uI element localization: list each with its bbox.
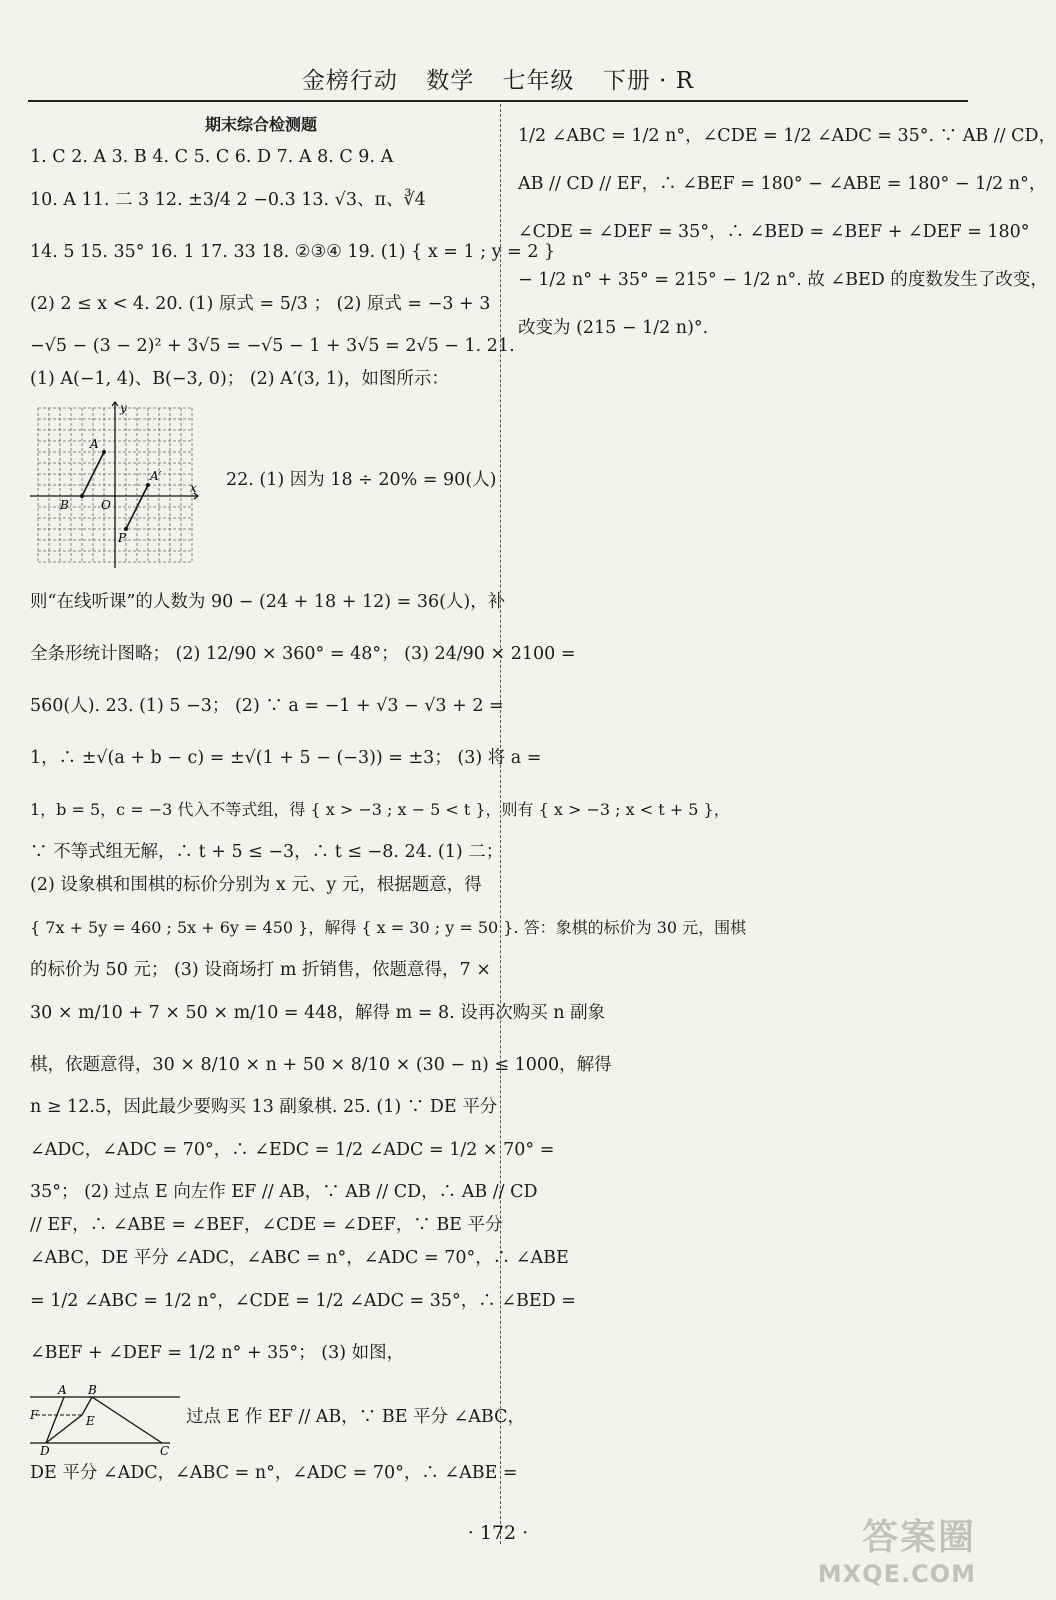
answer-line: 棋，依题意得，30 × 8/10 × n + 50 × 8/10 × (30 − n) ≤ 1000，解得 — [30, 1055, 612, 1075]
fig-label-e: E — [86, 1414, 95, 1428]
answer-line: 改变为 (215 − 1/2 n)°. — [518, 318, 709, 338]
fig-label-b: B — [88, 1383, 97, 1397]
point-a-label: A — [90, 437, 99, 451]
fig-label-c: C — [160, 1444, 170, 1458]
answer-line: 1/2 ∠ABC = 1/2 n°，∠CDE = 1/2 ∠ADC = 35°. ∵ AB // CD， — [518, 126, 1056, 146]
header-volume: 下册 · R — [602, 68, 695, 94]
answer-line: ∠ADC，∠ADC = 70°，∴ ∠EDC = 1/2 ∠ADC = 1/2 × 70° = — [30, 1140, 555, 1160]
x-axis-label: x — [190, 481, 197, 495]
answer-line: 30 × m/10 + 7 × 50 × m/10 = 448，解得 m = 8. 设再次购买 n 副象 — [30, 1003, 606, 1023]
answer-line: ∵ 不等式组无解，∴ t + 5 ≤ −3，∴ t ≤ −8. 24. (1) 二； — [30, 842, 504, 862]
header-subject: 数学 — [426, 68, 475, 94]
watermark-top: 答案圈 — [861, 1517, 976, 1558]
answer-line: 1，∴ ±√(a + b − c) = ±√(1 + 5 − (−3)) = ±3； (3) 将 a = — [30, 748, 542, 768]
header-rule — [28, 100, 968, 102]
point-p-label: P — [118, 531, 127, 545]
fig-label-f: F — [30, 1408, 39, 1422]
right-column — [518, 112, 1056, 352]
answer-line: 22. (1) 因为 18 ÷ 20% = 90(人) — [226, 470, 497, 490]
answer-line: (2) 2 ≤ x < 4. 20. (1) 原式 = 5/3 ； (2) 原式 = −3 + 3 — [30, 294, 491, 314]
answer-line: AB // CD // EF，∴ ∠BEF = 180° − ∠ABE = 180° − 1/2 n°， — [518, 174, 1047, 194]
column-divider — [500, 104, 501, 1544]
header-brand: 金榜行动 — [301, 68, 398, 94]
origin-label: O — [101, 498, 111, 512]
answer-line: 过点 E 作 EF // AB，∵ BE 平分 ∠ABC， — [186, 1407, 525, 1427]
answer-line: 14. 5 15. 35° 16. 1 17. 33 18. ②③④ 19. (1) { x = 1 ; y = 2 } — [30, 242, 556, 262]
parallel-figure-row — [30, 1383, 525, 1458]
answer-line: = 1/2 ∠ABC = 1/2 n°，∠CDE = 1/2 ∠ADC = 35°，∴ ∠BED = — [30, 1291, 576, 1311]
answer-line: { 7x + 5y = 460 ; 5x + 6y = 450 }，解得 { x = 30 ; y = 50 }. 答：象棋的标价为 30 元，围棋 — [30, 918, 747, 937]
answer-line: DE 平分 ∠ADC，∠ABC = n°，∠ADC = 70°，∴ ∠ABE = — [30, 1463, 518, 1483]
answer-line: (1) A(−1, 4)、B(−3, 0)； (2) A′(3, 1)，如图所示： — [30, 369, 449, 389]
coordinate-graph-row — [30, 400, 497, 570]
y-axis-label: y — [120, 401, 127, 415]
fig-label-a: A — [58, 1383, 67, 1397]
answer-line: 1，b = 5，c = −3 代入不等式组，得 { x > −3 ; x − 5 < t }，则有 { x > −3 ; x < t + 5 }， — [30, 800, 730, 819]
fig-label-d: D — [40, 1444, 50, 1458]
coordinate-grid-figure — [30, 400, 200, 570]
answer-line: (2) 设象棋和围棋的标价分别为 x 元、y 元，根据题意，得 — [30, 875, 482, 895]
section-title: 期末综合检测题 — [204, 115, 317, 134]
page-header — [0, 62, 996, 95]
answer-line: −√5 − (3 − 2)² + 3√5 = −√5 − 1 + 3√5 = 2√5 − 1. 21. — [30, 336, 515, 356]
point-a-prime-label: A′ — [150, 469, 162, 483]
answer-line: 则“在线听课”的人数为 90 − (24 + 18 + 12) = 36(人)，补 — [30, 592, 506, 612]
answer-line: ∠ABC，DE 平分 ∠ADC，∠ABC = n°，∠ADC = 70°，∴ ∠ABE — [30, 1248, 569, 1268]
answer-line: 全条形统计图略； (2) 12/90 × 360° = 48°； (3) 24/90 × 2100 = — [30, 644, 576, 664]
parallel-lines-figure — [30, 1383, 180, 1458]
answer-line: 560(人). 23. (1) 5 −3； (2) ∵ a = −1 + √3 − √3 + 2 = — [30, 696, 504, 716]
answer-line: − 1/2 n° + 35° = 215° − 1/2 n°. 故 ∠BED 的度数发生了改变， — [518, 270, 1048, 290]
answer-line: 的标价为 50 元； (3) 设商场打 m 折销售，依题意得，7 × — [30, 960, 491, 980]
answer-line: n ≥ 12.5，因此最少要购买 13 副象棋. 25. (1) ∵ DE 平分 — [30, 1097, 498, 1117]
watermark-logo — [818, 1509, 976, 1588]
answer-line: // EF，∴ ∠ABE = ∠BEF，∠CDE = ∠DEF，∵ BE 平分 — [30, 1215, 503, 1235]
answer-line: 35°； (2) 过点 E 向左作 EF // AB，∵ AB // CD，∴ AB // CD — [30, 1182, 538, 1202]
answer-line: ∠CDE = ∠DEF = 35°，∴ ∠BED = ∠BEF + ∠DEF = 180° — [518, 222, 1030, 242]
answer-line: 10. A 11. 二 3 12. ±3/4 2 −0.3 13. √3、π、∛4 — [30, 190, 426, 210]
page-number: · 172 · — [467, 1522, 529, 1544]
watermark-bottom: MXQE.COM — [817, 1560, 976, 1588]
answer-line: ∠BEF + ∠DEF = 1/2 n° + 35°； (3) 如图， — [30, 1343, 405, 1363]
point-b-label: B — [60, 498, 69, 512]
answer-line: 1. C 2. A 3. B 4. C 5. C 6. D 7. A 8. C 9. A — [30, 147, 394, 167]
header-grade: 七年级 — [502, 68, 575, 94]
